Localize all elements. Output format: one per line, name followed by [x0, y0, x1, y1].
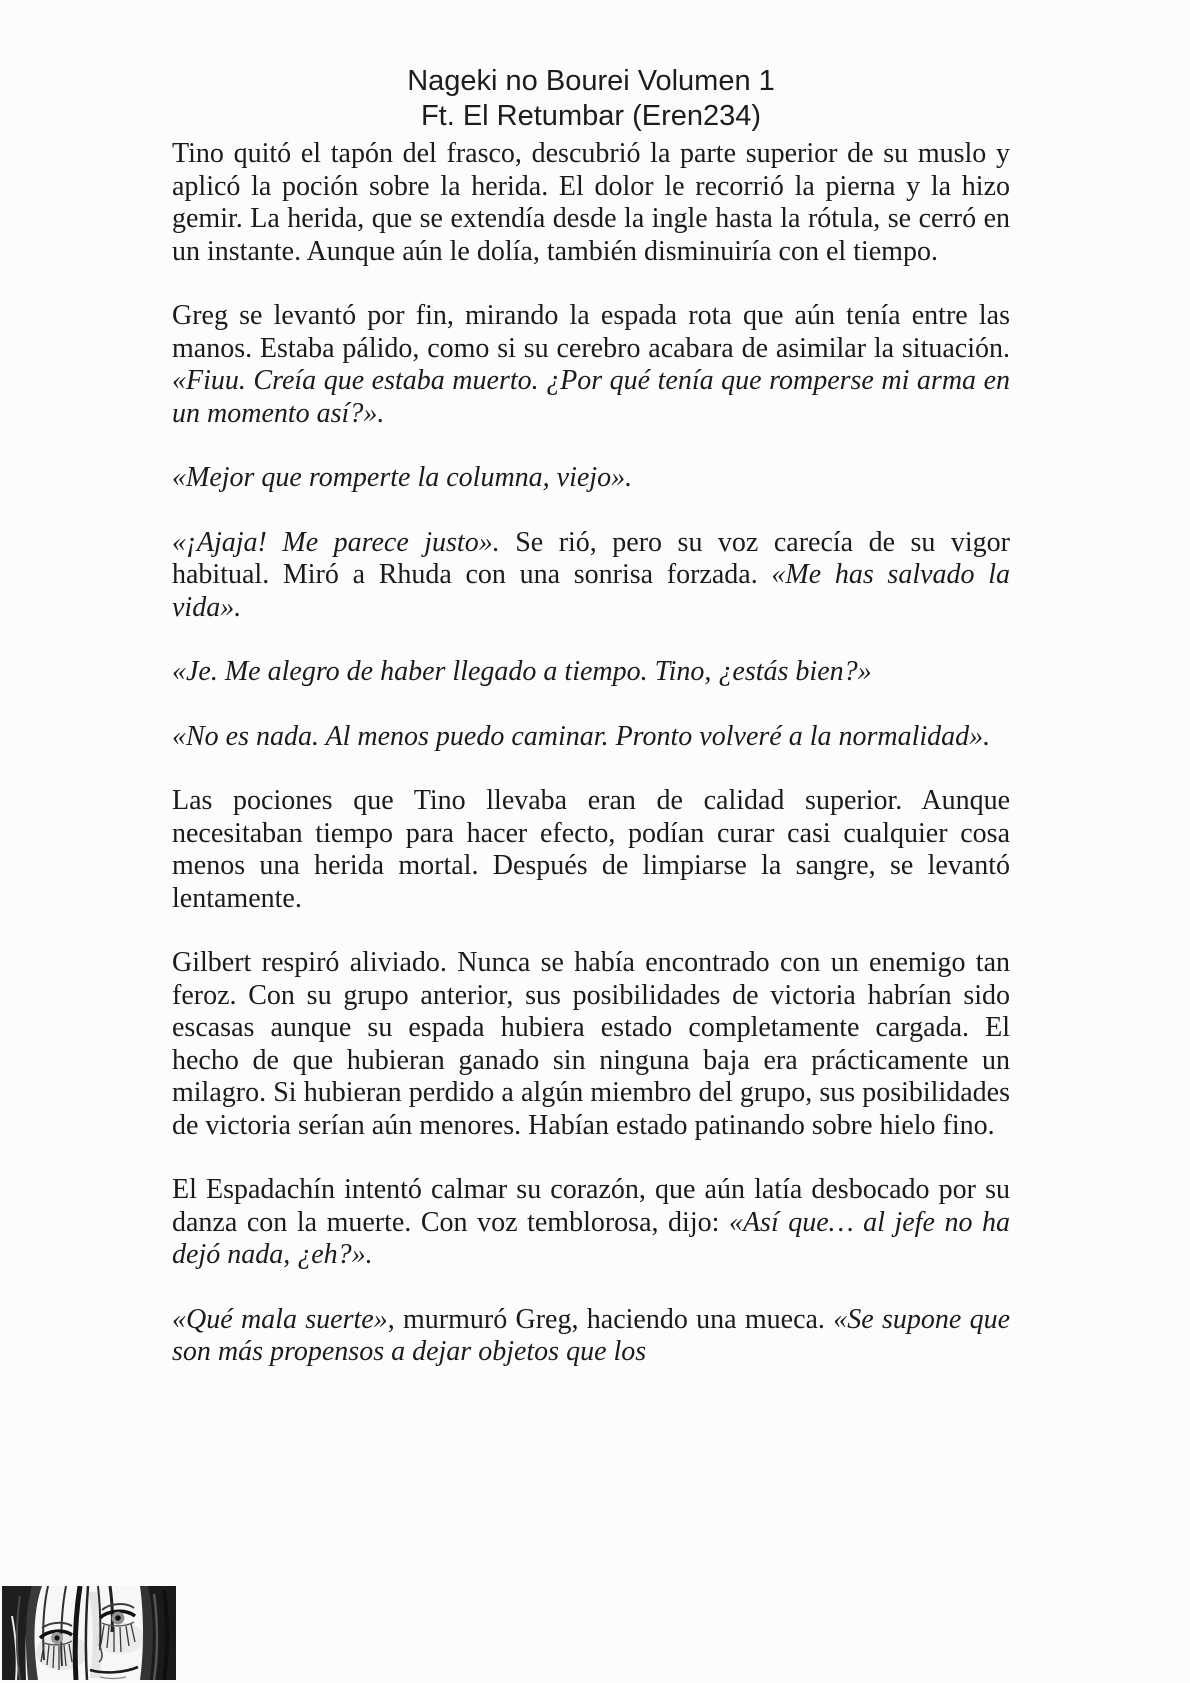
narrative-text: El Espadachín intentó calmar su corazón, que aún latía desbocado por su danza con la muerte. Con voz temblorosa, dijo: [172, 1174, 1010, 1238]
paragraph [172, 1174, 1010, 1272]
narrative-text: Se rió, pero su voz carecía de su vigor habitual. Miró a Rhuda con una sonrisa forzada. [172, 526, 1010, 590]
page-title: Nageki no Bourei Volumen 1 [407, 65, 775, 97]
paragraph [172, 1304, 1010, 1369]
text-column [172, 64, 1010, 1369]
paragraph [172, 300, 1010, 430]
paragraph [172, 947, 1010, 1142]
dialogue-italic-text: «¡Ajaja! Me parece justo». [172, 526, 500, 558]
narrative-text: Las pociones que Tino llevaba eran de calidad superior. Aunque necesitaban tiempo para hacer efecto, podían curar casi cualquier cosa menos una herida mortal. Después de limpiarse la sangre, se levantó lentamente. [172, 785, 1010, 914]
dialogue-italic-text: «No es nada. Al menos puedo caminar. Pronto volveré a la normalidad». [172, 720, 991, 752]
manga-face-drawing [2, 1586, 176, 1680]
narrative-text: Greg se levantó por fin, mirando la espada rota que aún tenía entre las manos. Estaba pálido, como si su cerebro acabara de asimilar la situación. [172, 300, 1010, 364]
dialogue-italic-text: «Je. Me alegro de haber llegado a tiempo. Tino, ¿estás bien?» [172, 656, 872, 687]
body-text [172, 138, 1010, 1369]
paragraph [172, 527, 1010, 625]
dialogue-italic-text: «Se supone que son más propensos a dejar objetos que los [172, 1303, 1011, 1367]
paragraph [172, 656, 1010, 689]
paragraph [172, 721, 1010, 754]
paragraph [172, 138, 1010, 268]
narrative-text: , murmuró Greg, haciendo una mueca. [387, 1303, 834, 1335]
dialogue-italic-text: «Mejor que romperte la columna, viejo». [172, 462, 633, 493]
page-subtitle: Ft. El Retumbar (Eren234) [420, 100, 762, 132]
paragraph [172, 462, 1010, 495]
paragraph [172, 785, 1010, 915]
narrative-text: Gilbert respiró aliviado. Nunca se había encontrado con un enemigo tan feroz. Con su grupo anterior, sus posibilidades de victoria habrían sido escasas aunque su espada hubiera estado completamente cargada. El hecho de que hubieran ganado sin ninguna baja era prácticamente un milagro. Si hubieran perdido a algún miembro del grupo, sus posibilidades de victoria serían aún menores. Habían estado patinando sobre hielo fino. [172, 947, 1010, 1141]
dialogue-italic-text: «Así que… al jefe no ha dejó nada, ¿eh?». [172, 1206, 1010, 1270]
dialogue-italic-text: «Qué mala suerte» [172, 1303, 388, 1335]
manga-face-image [2, 1586, 176, 1680]
dialogue-italic-text: «Fiuu. Creía que estaba muerto. ¿Por qué tenía que romperse mi arma en un momento así?». [172, 365, 1010, 429]
narrative-text: Tino quitó el tapón del frasco, descubrió la parte superior de su muslo y aplicó la poción sobre la herida. El dolor le recorrió la pierna y la hizo gemir. La herida, que se extendía desde la ingle hasta la rótula, se cerró en un instante. Aunque aún le dolía, también disminuiría con el tiempo. [172, 138, 1010, 267]
dialogue-italic-text: «Me has salvado la vida». [172, 559, 1011, 623]
